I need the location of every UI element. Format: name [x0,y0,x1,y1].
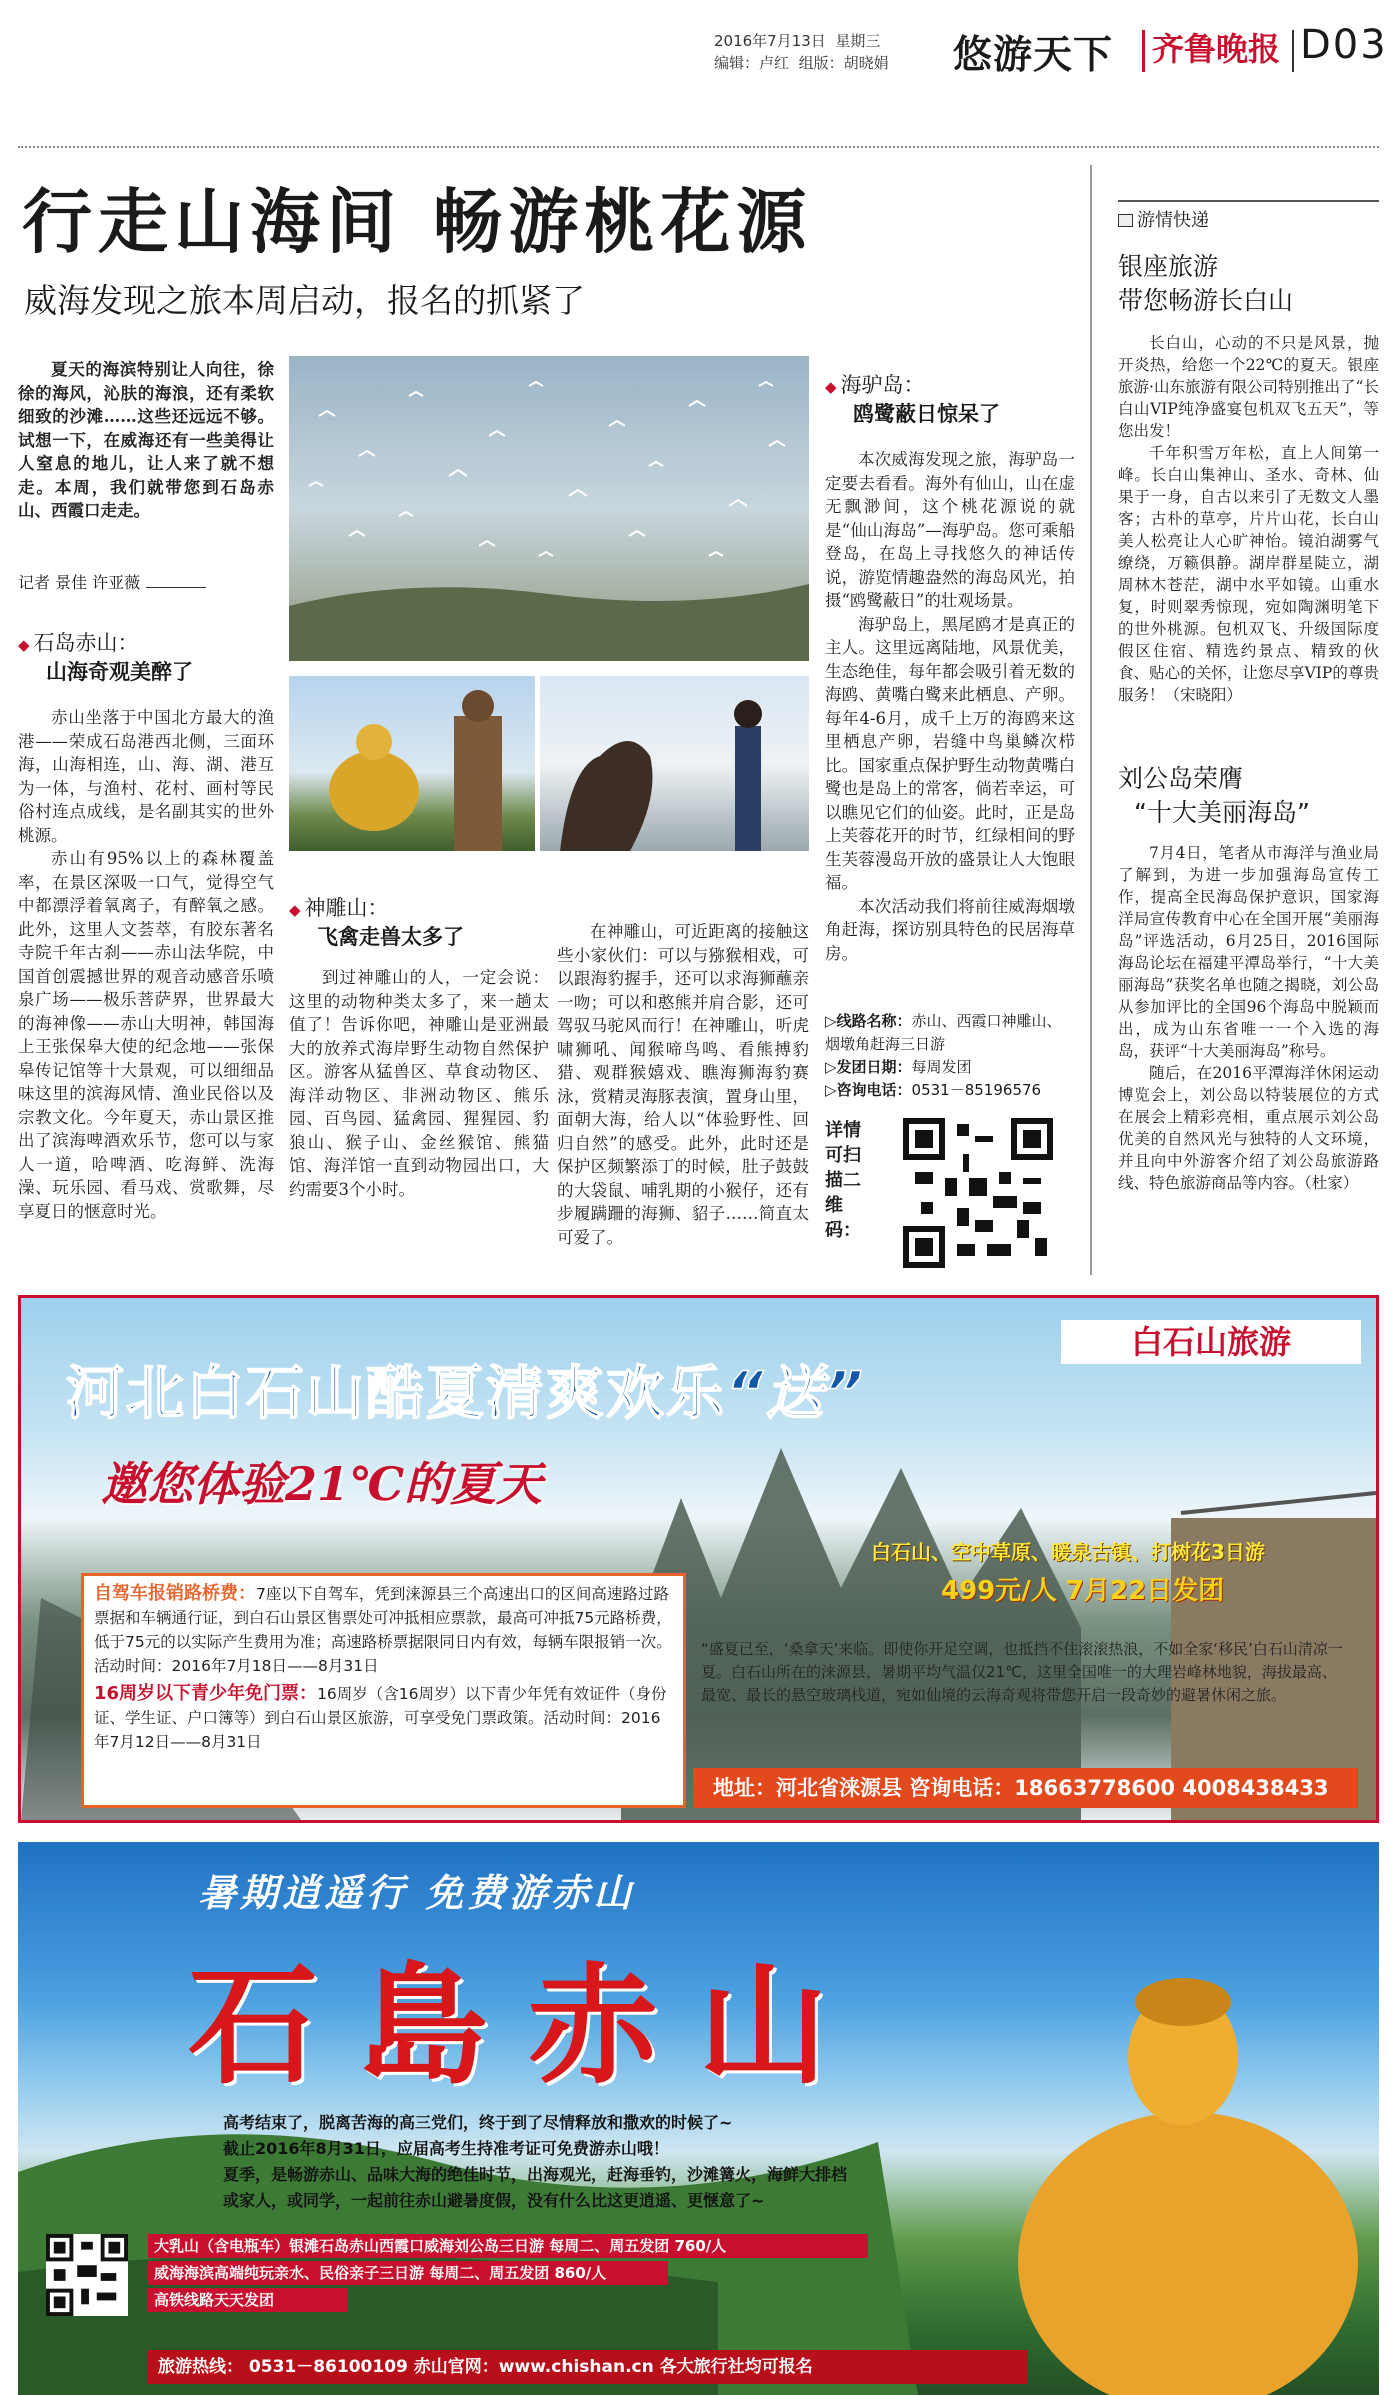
phone-row: ▷咨询电话：0531－85196576 [825,1081,1042,1099]
hotline-bar: 旅游热线： 0531－86100109 赤山官网：www.chishan.cn 各大旅行社均可报名 [148,2350,1028,2384]
sidebar-rule [1118,200,1379,202]
address-bar: 地址：河北省涞源县 咨询电话：18663778600 4008438433 [693,1768,1358,1808]
gulls-photo [289,356,809,661]
promo-item-2: 16周岁以下青少年免门票：16周岁（含16周岁）以下青少年凭有效证件（身份证、学生证、户口簿等）到白石山景区旅游，可享受免门票政策。活动时间：2016年7月12日——8月31日 [94,1683,667,1751]
page-number: D03 [1300,22,1388,68]
chishan-tagline: 暑期逍遥行 免费游赤山 [198,1871,636,1915]
baishishan-ad[interactable] [18,1295,1379,1823]
designer: 组版：胡晓娟 [798,54,889,72]
tour-info [825,1010,1075,1102]
section-body-shendiao-cont: 在神雕山，可近距离的接触这些小家伙们：可以与猕猴相戏，可以跟海豹握手，还可以求海狮蘸亲一吻；可以和憨熊并肩合影，还可驾驭马驼风而行！在神雕山，听虎啸狮吼、闻猴啼鸟鸣、看熊搏豹猎、观群猴嬉戏、瞧海狮海豹赛泳，赏精灵海豚表演，置身山里，面朝大海，给人以“体验野性、回归自然”的感受。此外，此时还是保护区频繁添丁的时候，肚子鼓鼓的大袋鼠、哺乳期的小猴仔，还有步履蹒跚的海狮、貂子……简直太可爱了。 [557,922,809,1247]
header-rule [18,146,1379,148]
diamond-icon: ◆ [18,636,30,654]
seagulls-graphic [289,356,809,661]
editor-line [714,52,954,74]
sidebar-body-1: 长白山，心动的不只是风景，抛开炎热，给您一个22℃的夏天。银座旅游·山东旅游有限公司特别推出了“长白山VIP纯净盛宴包机双飞五天”，等您出发！ 千年积雪万年松，直上人间第一峰。长白山集神山、圣水、奇林、仙果于一身，自古以来引了无数文人墨客；古朴的草亭，片片山花，长白山美人松亮让人心旷神怡。镜泊湖雾气缭绕，万籁俱静。湖岸群星陡立，湖周林木苍茫，湖中水平如镜。山重水复，时则翠秀惊现，宛如陶渊明笔下的世外桃源。包机双飞、升级国际度假区住宿、精选约景点、精致的伙食、贴心的关怀，让您尽享VIP的尊贵服务！（宋晓阳） [1118,334,1379,704]
tour-price: 499元/人 7月22日发团 [941,1576,1225,1606]
qr-code-icon [903,1118,1053,1268]
sea-lion-graphic [540,676,809,851]
chishan-routes [148,2234,868,2312]
sidebar-headline-1: 银座旅游 带您畅游长白山 [1118,252,1294,315]
header-divider [1142,30,1145,72]
route-line-1: 大乳山（含电瓶车）银滩石岛赤山西霞口威海刘公岛三日游 每周二、周五发团 760/人 [148,2234,868,2258]
byline: 记者 景佳 许亚薇 [18,570,274,593]
qr-code[interactable] [903,1118,1053,1268]
baishishan-subline: 邀您体验21℃的夏天 [101,1457,543,1511]
baishishan-description: “盛夏已至，‘桑拿天’来临。即使你开足空调，也抵挡不住滚滚热浪，不如全家‘移民’白石山清凉一夏。白石山所在的涞源县，暑期平均气温仅21℃，这里全国唯一的大理岩峰林地貌，海拔最高、最宽、最长的悬空玻璃栈道，宛如仙境的云海奇观将带您开启一段奇妙的避暑休闲之旅。 [701,1640,1343,1704]
article-title: 行走山海间 畅游桃花源 [22,181,813,263]
editor: 编辑：卢红 [714,54,790,72]
sidebar-headline-2: 刘公岛荣膺 “十大美丽海岛” [1118,764,1310,827]
sidebar-header: 游情快递 [1118,210,1318,232]
date: 2016年7月13日 [714,32,826,50]
chishan-copy: 高考结束了，脱离苦海的高三党们，终于到了尽情释放和撒欢的时候了~ 截止2016年8月31日，应届高考生持准考证可免费游赤山哦！ 夏季，是畅游赤山、品味大海的绝佳时节，出海观光，赶海垂钓，沙滩篝火，海鲜大排档 或家人，或同学，一起前往赤山避暑度假，没有什么比这更逍遥、更惬意了~ [223,2113,848,2210]
section-title: 悠游天下 [953,33,1114,78]
chishan-qr-code[interactable] [46,2234,128,2316]
chishan-ad[interactable] [18,1842,1379,2395]
chishan-title: 石島赤山 [188,1949,869,2102]
article-subtitle: 威海发现之旅本周启动，报名的抓紧了 [24,281,585,320]
section-head-chishan: ◆ 石岛赤山： 山海奇观美醉了 [18,631,193,684]
section-body-shendiao: 到过神雕山的人，一定会说：这里的动物种类太多了，来一趟太值了！告诉你吧，神雕山是亚洲最大的放养式海岸野生动物自然保护区。游客从猛兽区、草食动物区、海洋动物区、非洲动物区、熊乐园、百鸟园、猛禽园、猩猩园、豹狼山、猴子山、金丝猴馆、熊猫馆、海洋馆一直到动物园出口，大约需要3个小时。 [289,968,549,1199]
tour-name: 白石山、空中草原、暖泉古镇、打树花3日游 [871,1540,1265,1564]
sea-lion-photo [540,676,809,851]
promo-box [81,1573,686,1808]
header-divider-2 [1292,30,1294,72]
sidebar-divider [1090,165,1092,1275]
baishishan-headline: 河北白石山酷夏清爽欢乐“送” [66,1359,865,1427]
buddha-photo [289,676,535,851]
weekday: 星期三 [835,32,881,50]
diamond-icon: ◆ [825,378,837,396]
scan-text: 详情可扫描二维码： [825,1120,861,1241]
box-icon [1118,214,1133,227]
section-body-hailv: 本次威海发现之旅，海驴岛一定要去看看。海外有仙山，山在虚无飘渺间，这个桃花源说的就是“仙山海岛”—海驴岛。您可乘船登岛，在岛上寻找悠久的神话传说，游览情趣盎然的海岛风光，拍摄“鸥鹭蔽日”的壮观场景。 海驴岛上，黑尾鸥才是真正的主人。这里远离陆地，风景优美，生态绝佳，每年都会吸引着无数的海鸥、黄嘴白鹭来此栖息、产卵。每年4-6月，成千上万的海鸥来这里栖息产卵，岩缝中鸟巢鳞次栉比。国家重点保护野生动物黄嘴白鹭也是岛上的常客，倘若幸运，可以瞧见它们的仙姿。此时，正是岛上芙蓉花开的时节，红绿相间的野生芙蓉漫岛开放的盛景让人大饱眼福。 本次活动我们将前往威海烟墩角赶海，探访别具特色的民居海草房。 [825,450,1075,963]
route-line-3: 高铁线路天天发团 [148,2288,348,2312]
issue-date [714,30,954,52]
sidebar-body-2: 7月4日，笔者从市海洋与渔业局了解到，为进一步加强海岛宣传工作，提高全民海岛保护意识，国家海洋局宣传教育中心在全国开展“美丽海岛”评选活动，6月25日，2016国际海岛论坛在福建平潭岛举行，“十大美丽海岛”获奖名单也随之揭晓，刘公岛从参加评比的全国96个海岛中脱颖而出，成为山东省唯一一个入选的海岛，获评“十大美丽海岛”称号。 随后，在2016平潭海洋休闲运动博览会上，刘公岛以特装展位的方式在展会上精彩亮相，重点展示刘公岛优美的自然风光与独特的人文环境，并且向中外游客介绍了刘公岛旅游路线、特色旅游商品等内容。（杜家） [1118,844,1379,1192]
qr-code-icon [46,2234,128,2316]
article-intro: 夏天的海滨特别让人向往，徐徐的海风，沁肤的海浪，还有柔软细致的沙滩……这些还远远不够。试想一下，在威海还有一些美得让人窒息的地儿，让人来了就不想走。本周，我们就带您到石岛赤山、西霞口走走。 [18,360,274,520]
section-head-hailv: ◆ 海驴岛： 鸥鹭蔽日惊呆了 [825,373,1000,426]
diamond-icon: ◆ [289,901,301,919]
section-head-shendiao: ◆ 神雕山： 飞禽走兽太多了 [289,896,464,949]
route-row: ▷线路名称：赤山、西霞口神雕山、烟墩角赶海三日游 [825,1012,1062,1053]
section-body-chishan: 赤山坐落于中国北方最大的渔港——荣成石岛港西北侧，三面环海，山海相连，山、海、湖、港互为一体，与渔村、花村、画村等民俗村连点成线，是名副其实的世外桃源。 赤山有95%以上的森林覆盖率，在景区深吸一口气，觉得空气中都漂浮着氧离子，有醉氧之感。此外，这里人文荟萃，有胶东著名寺院千年古刹——赤山法华院，中国首创震撼世界的观音动感音乐喷泉广场——极乐菩萨界，世界最大的海神像——赤山大明神，韩国海上王张保皋大使的纪念地——张保皋传记馆等十大景观，可以细细品味这里的滨海风情、渔业民俗以及宗教文化。今年夏天，赤山景区推出了滨海啤酒欢乐节，您可以与家人一道，哈啤酒、吃海鲜、洗海澡、玩乐园、看马戏、赏歌舞，尽享夏日的惬意时光。 [18,708,274,1221]
baishishan-brand: 白石山旅游 [1061,1320,1361,1364]
depart-row: ▷发团日期：每周发团 [825,1058,972,1076]
route-line-2: 威海海滨高端纯玩亲水、民俗亲子三日游 每周二、周五发团 860/人 [148,2261,668,2285]
paper-name: 齐鲁晚报 [1152,30,1281,68]
statue-graphic [289,676,535,851]
promo-item-1: 自驾车报销路桥费：7座以下自驾车，凭到涞源县三个高速出口的区间高速路过路票据和车辆通行证，到白石山景区售票处可冲抵相应票款，最高可冲抵75元路桥费，低于75元的以实际产生费用为准；高速路桥票据限同日内有效，每辆车限报销一次。活动时间：2016年7月18日——8月31日 [94,1583,672,1675]
